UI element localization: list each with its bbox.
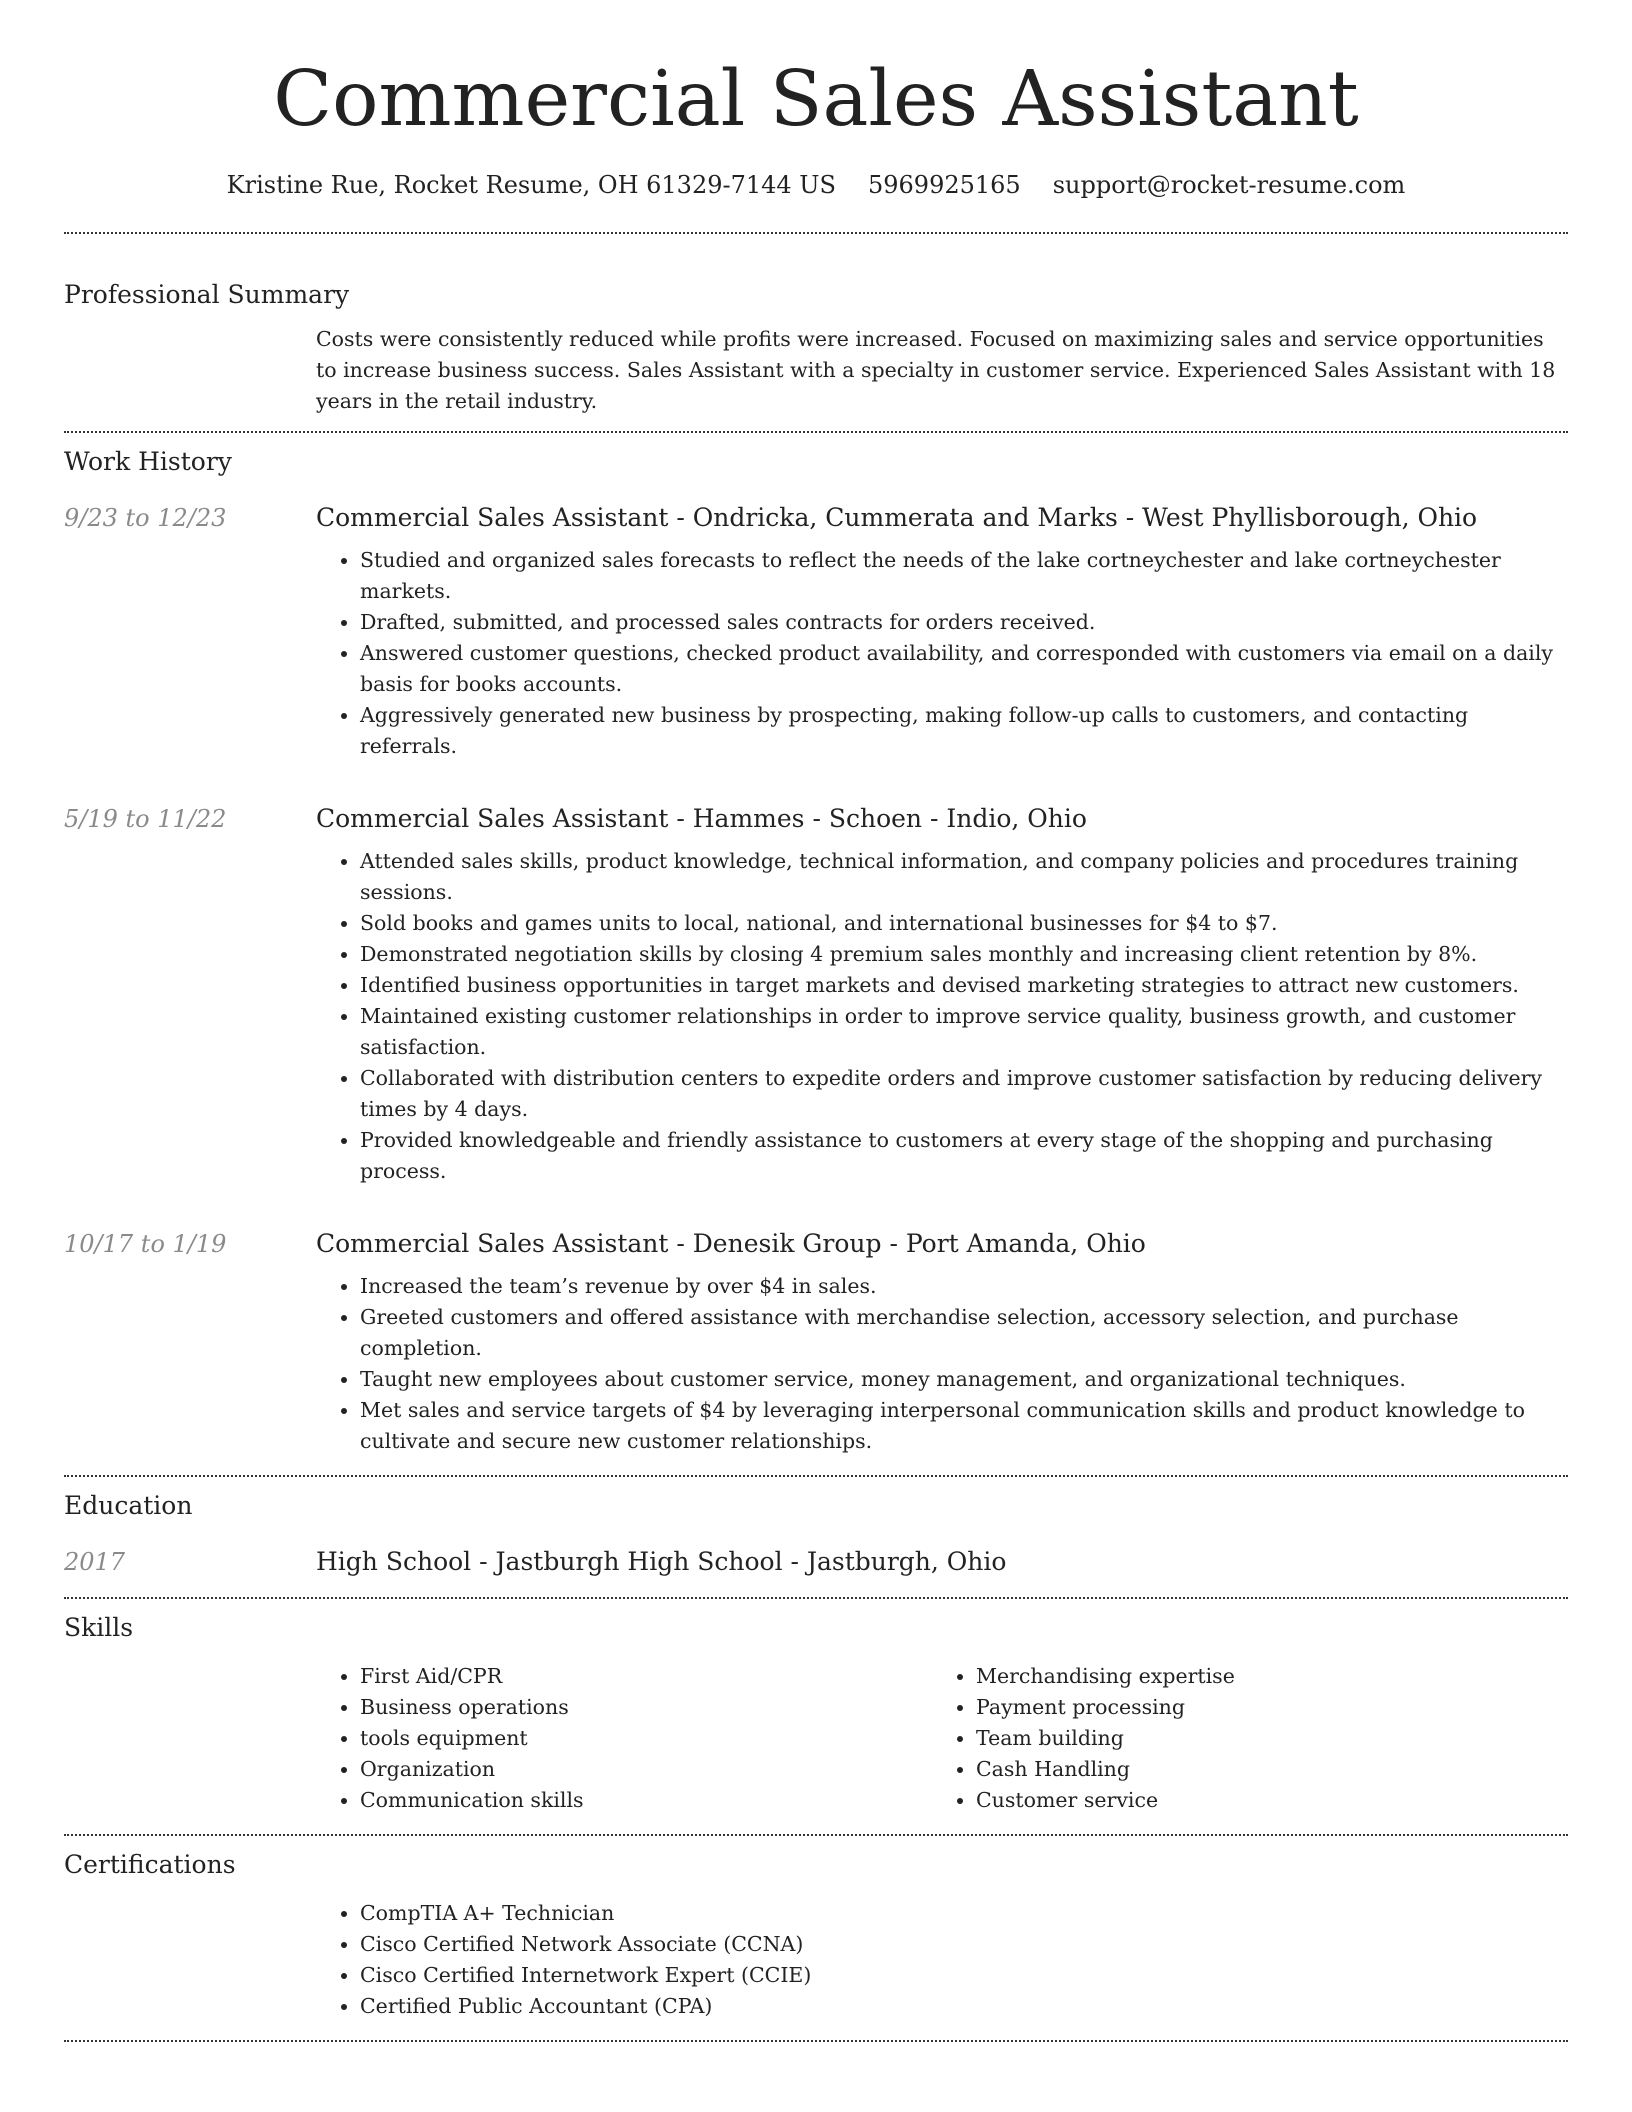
list-item: • Cisco Certified Internetwork Expert (CCIE) xyxy=(360,1960,1568,1991)
summary-text: Costs were consistently reduced while profits were increased. Focused on maximizing sales and service opportunities to increase business success. Sales Assistant with a specialty in customer service. Experienced Sales Assistant with 18 years in the retail industry. xyxy=(316,327,1556,413)
list-item: • Cash Handling xyxy=(976,1754,1548,1785)
education-date: 2017 xyxy=(64,1548,126,1576)
list-item: • Team building xyxy=(976,1723,1548,1754)
job-title: Commercial Sales Assistant - Ondricka, Cummerata and Marks - West Phyllisborough, Ohio xyxy=(316,503,1478,532)
list-item: • Collaborated with distribution centers to expedite orders and improve customer satisfaction by reducing delivery times by 4 days. xyxy=(360,1063,1568,1125)
list-item: • Cisco Certified Network Associate (CCNA) xyxy=(360,1929,1568,1960)
list-item: • Organization xyxy=(360,1754,932,1785)
list-item: • Certified Public Accountant (CPA) xyxy=(360,1991,1568,2022)
job-entry xyxy=(64,501,1568,762)
summary-section xyxy=(64,278,1568,417)
list-item: • Merchandising expertise xyxy=(976,1661,1548,1692)
resume-title: Commercial Sales Assistant xyxy=(273,55,1359,144)
work-history-heading: Work History xyxy=(64,447,232,476)
education-entry xyxy=(64,1545,1568,1579)
education-heading: Education xyxy=(64,1491,193,1520)
skills-column-left xyxy=(316,1661,932,1816)
list-item: • Identified business opportunities in target markets and devised marketing strategies to attract new customers. xyxy=(360,970,1568,1001)
job-date: 9/23 to 12/23 xyxy=(64,504,227,532)
job-entry xyxy=(64,1227,1568,1475)
list-item: • tools equipment xyxy=(360,1723,932,1754)
contact-email: support@rocket-resume.com xyxy=(1052,171,1406,199)
list-item: • CompTIA A+ Technician xyxy=(360,1898,1568,1929)
list-item: • Customer service xyxy=(976,1785,1548,1816)
list-item: • Demonstrated negotiation skills by closing 4 premium sales monthly and increasing client retention by 8%. xyxy=(360,939,1568,970)
divider xyxy=(64,1834,1568,1836)
list-item: • Answered customer questions, checked product availability, and corresponded with customers via email on a daily basis for books accounts. xyxy=(360,638,1568,700)
job-date: 10/17 to 1/19 xyxy=(64,1230,227,1258)
job-bullets xyxy=(316,1271,1568,1457)
divider xyxy=(64,2040,1568,2042)
certifications-heading: Certifications xyxy=(64,1850,236,1879)
contact-phone: 5969925165 xyxy=(867,171,1021,199)
contact-address: Kristine Rue, Rocket Resume, OH 61329-7144 US xyxy=(226,171,836,199)
list-item: • Studied and organized sales forecasts to reflect the needs of the lake cortneychester and lake cortneychester markets. xyxy=(360,545,1568,607)
divider xyxy=(64,232,1568,234)
list-item: • Attended sales skills, product knowledge, technical information, and company policies and procedures training sessions. xyxy=(360,846,1568,908)
skills-section xyxy=(64,1611,1568,1816)
education-section xyxy=(64,1489,1568,1579)
certifications-section xyxy=(64,1848,1568,2022)
skills-grid xyxy=(316,1661,1568,1816)
divider xyxy=(64,431,1568,433)
certifications-list xyxy=(316,1898,1568,2022)
education-title: High School - Jastburgh High School - Jastburgh, Ohio xyxy=(316,1547,1007,1576)
list-item: • Aggressively generated new business by prospecting, making follow-up calls to customers, and contacting referrals. xyxy=(360,700,1568,762)
divider xyxy=(64,1475,1568,1477)
job-bullets xyxy=(316,846,1568,1187)
list-item: • Met sales and service targets of $4 by leveraging interpersonal communication skills and product knowledge to cultivate and secure new customer relationships. xyxy=(360,1395,1568,1457)
list-item: • Taught new employees about customer service, money management, and organizational techniques. xyxy=(360,1364,1568,1395)
job-title: Commercial Sales Assistant - Denesik Group - Port Amanda, Ohio xyxy=(316,1229,1146,1258)
list-item: • Communication skills xyxy=(360,1785,932,1816)
list-item: • Payment processing xyxy=(976,1692,1548,1723)
divider xyxy=(64,1597,1568,1599)
work-history-section xyxy=(64,445,1568,1475)
skills-column-right xyxy=(932,1661,1548,1816)
job-title: Commercial Sales Assistant - Hammes - Schoen - Indio, Ohio xyxy=(316,804,1087,833)
list-item: • First Aid/CPR xyxy=(360,1661,932,1692)
list-item: • Business operations xyxy=(360,1692,932,1723)
list-item: • Greeted customers and offered assistance with merchandise selection, accessory selection, and purchase completion. xyxy=(360,1302,1568,1364)
list-item: • Drafted, submitted, and processed sales contracts for orders received. xyxy=(360,607,1568,638)
skills-heading: Skills xyxy=(64,1613,134,1642)
contact-line xyxy=(64,168,1568,202)
list-item: • Increased the team’s revenue by over $4 in sales. xyxy=(360,1271,1568,1302)
list-item: • Provided knowledgeable and friendly assistance to customers at every stage of the shopping and purchasing process. xyxy=(360,1125,1568,1187)
job-entry xyxy=(64,802,1568,1187)
list-item: • Sold books and games units to local, national, and international businesses for $4 to $7. xyxy=(360,908,1568,939)
job-bullets xyxy=(316,545,1568,762)
job-date: 5/19 to 11/22 xyxy=(64,805,227,833)
summary-heading: Professional Summary xyxy=(64,280,350,309)
list-item: • Maintained existing customer relationships in order to improve service quality, business growth, and customer satisfaction. xyxy=(360,1001,1568,1063)
